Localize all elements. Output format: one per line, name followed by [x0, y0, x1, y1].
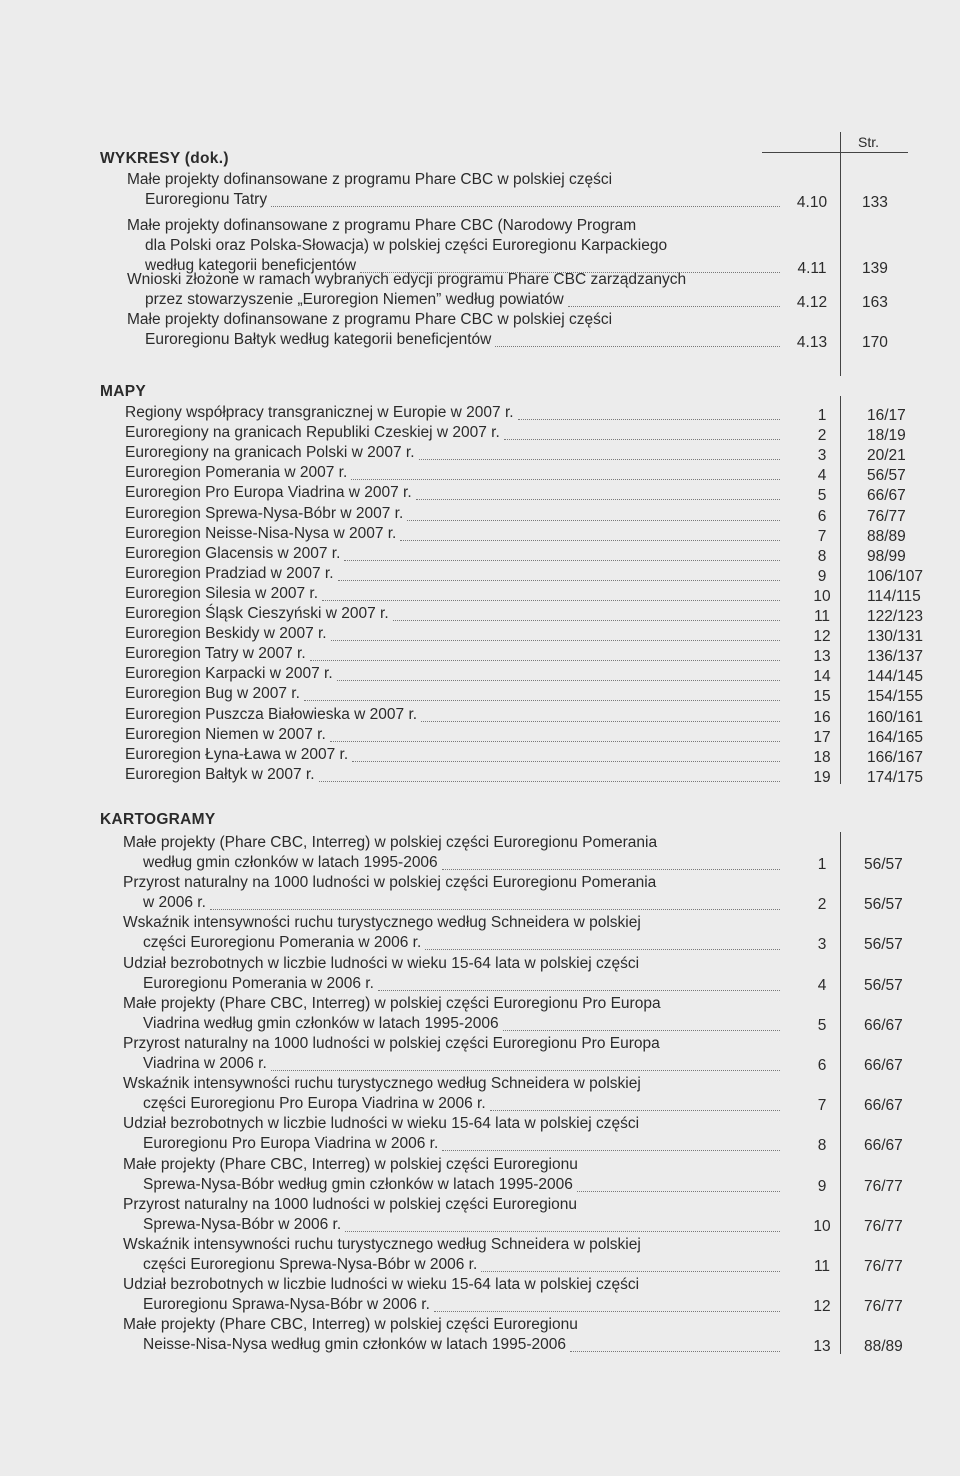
- dot-leader: [421, 720, 780, 722]
- chart-number: 4.11: [797, 260, 827, 277]
- page-number: 76/77: [867, 507, 906, 525]
- cartogram-number: 13: [813, 1338, 831, 1356]
- dot-leader: [416, 498, 780, 500]
- entry-text: Euroregion Tatry w 2007 r.: [125, 645, 306, 663]
- dot-leader: [490, 1109, 780, 1111]
- entry-line-2: Sprewa-Nysa-Bóbr według gmin członków w latach 1995-2006: [143, 1175, 573, 1193]
- dot-leader: [442, 1149, 780, 1151]
- page-number: 76/77: [864, 1217, 903, 1235]
- entry-line-2: Euroregionu Pro Europa Viadrina w 2006 r.: [143, 1135, 439, 1153]
- dot-leader: [304, 699, 780, 701]
- page-number: 136/137: [867, 648, 924, 666]
- entry-text: Euroregion Pradziad w 2007 r.: [125, 564, 334, 582]
- map-number: 12: [813, 628, 831, 646]
- page-number: 106/107: [867, 567, 924, 585]
- page-number: 114/115: [867, 587, 921, 605]
- entry-line-2: Euroregionu Bałtyk według kategorii beneficjentów: [145, 331, 492, 348]
- entry-text: Euroregion Glacensis w 2007 r.: [125, 544, 341, 562]
- dot-leader: [503, 1029, 780, 1031]
- page-number: 164/165: [867, 728, 924, 746]
- dot-leader: [518, 418, 780, 420]
- dot-leader: [330, 740, 780, 742]
- map-number: 9: [817, 567, 827, 585]
- page-number: 76/77: [864, 1177, 903, 1195]
- page-number: 56/57: [864, 936, 903, 954]
- dot-leader: [310, 659, 780, 661]
- entry-text: Euroregiony na granicach Republiki Czeskiej w 2007 r.: [125, 424, 500, 442]
- entry-line-1: Udział bezrobotnych w liczbie ludności w wieku 15-64 lata w polskiej części: [123, 1115, 640, 1133]
- entry-text: Euroregion Łyna-Ława w 2007 r.: [125, 745, 349, 763]
- dot-leader: [271, 205, 780, 207]
- entry-text: Euroregion Pro Europa Viadrina w 2007 r.: [125, 484, 412, 502]
- dot-leader: [338, 579, 780, 581]
- dot-leader: [442, 868, 780, 870]
- page-number: 16/17: [867, 407, 906, 424]
- map-number: 18: [813, 748, 831, 766]
- entry-line-1: Udział bezrobotnych w liczbie ludności w wieku 15-64 lata w polskiej części: [123, 1276, 640, 1294]
- dot-leader: [345, 1230, 780, 1232]
- entry-line-1: Przyrost naturalny na 1000 ludności w polskiej części Euroregionu: [123, 1195, 578, 1213]
- map-number: 5: [817, 487, 827, 505]
- map-number: 11: [813, 608, 831, 625]
- entry-text: Euroregion Beskidy w 2007 r.: [125, 625, 327, 643]
- entry-line-2: według gmin członków w latach 1995-2006: [143, 854, 438, 871]
- dot-leader: [271, 1069, 780, 1071]
- entry-text: Euroregion Puszcza Białowieska w 2007 r.: [125, 705, 418, 723]
- page-number: 139: [862, 260, 888, 277]
- page-number: 122/123: [867, 608, 924, 625]
- entry-line-2: Euroregionu Pomerania w 2006 r.: [143, 974, 374, 992]
- chart-number: 4.12: [796, 294, 828, 311]
- cartogram-number: 3: [817, 936, 827, 954]
- header-divider: [840, 132, 841, 152]
- entry-line-2: części Euroregionu Pomerania w 2006 r.: [143, 934, 422, 952]
- chart-number: 4.13: [796, 334, 828, 351]
- cartogram-number: 10: [813, 1217, 831, 1235]
- entry-line-2: części Euroregionu Sprewa-Nysa-Bóbr w 2006 r.: [143, 1256, 478, 1273]
- dot-leader: [351, 478, 780, 480]
- dot-leader: [495, 345, 780, 347]
- entry-line-1: Wskaźnik intensywności ruchu turystycznego według Schneidera w polskiej: [123, 1236, 641, 1253]
- page-number: 166/167: [867, 748, 924, 766]
- dot-leader: [322, 599, 780, 601]
- dot-leader: [434, 1310, 780, 1312]
- map-number: 15: [813, 688, 831, 706]
- dot-leader: [568, 305, 780, 307]
- mapy-title: MAPY: [100, 383, 146, 400]
- map-number: 8: [817, 547, 827, 565]
- entry-line-1: Wnioski złożone w ramach wybranych edycji programu Phare CBC zarządzanych: [127, 271, 687, 288]
- entry-line-2: Viadrina według gmin członków w latach 1995-2006: [143, 1014, 499, 1032]
- page-number: 66/67: [864, 1057, 903, 1074]
- dot-leader: [210, 908, 780, 910]
- entry-line-2: Neisse-Nisa-Nysa według gmin członków w latach 1995-2006: [143, 1336, 567, 1354]
- page-column-header: [762, 132, 908, 153]
- dot-leader: [378, 989, 780, 991]
- dot-leader: [344, 559, 780, 561]
- entry-line-1: Małe projekty dofinansowane z programu Phare CBC (Narodowy Program: [127, 217, 637, 234]
- page-number: 76/77: [864, 1258, 903, 1275]
- dot-leader: [419, 458, 780, 460]
- page-number: 56/57: [867, 467, 906, 485]
- entry-line-1: Małe projekty (Phare CBC, Interreg) w polskiej części Euroregionu Pomerania: [123, 834, 658, 851]
- cartogram-number: 4: [817, 976, 827, 994]
- dot-leader: [407, 519, 780, 521]
- page-number: 56/57: [864, 896, 903, 914]
- str-label: Str.: [858, 134, 880, 150]
- map-number: 6: [817, 507, 827, 525]
- entry-text: Regiony współpracy transgranicznej w Europie w 2007 r.: [125, 404, 514, 421]
- map-number: 3: [817, 447, 827, 465]
- dot-leader: [570, 1350, 780, 1352]
- page-number: 56/57: [864, 856, 903, 873]
- page-number: 66/67: [864, 1137, 903, 1155]
- entry-line-2: Euroregionu Sprawa-Nysa-Bóbr w 2006 r.: [143, 1296, 430, 1314]
- page-number: 154/155: [867, 688, 924, 706]
- cartogram-number: 6: [817, 1057, 827, 1074]
- page-number: 76/77: [864, 1298, 903, 1316]
- entry-line-1: Udział bezrobotnych w liczbie ludności w wieku 15-64 lata w polskiej części: [123, 954, 640, 972]
- entry-line-2: przez stowarzyszenie „Euroregion Niemen” według powiatów: [145, 291, 564, 308]
- map-number: 10: [813, 587, 831, 605]
- entry-text: Euroregion Bałtyk w 2007 r.: [125, 765, 315, 783]
- entry-text: Euroregion Neisse-Nisa-Nysa w 2007 r.: [125, 524, 397, 542]
- entry-text: Euroregion Niemen w 2007 r.: [125, 725, 326, 743]
- page-number: 163: [862, 294, 888, 311]
- page-number: 98/99: [867, 547, 906, 565]
- wykresy-title: WYKRESY (dok.): [100, 150, 229, 167]
- dot-leader: [337, 679, 780, 681]
- entry-line-2: części Euroregionu Pro Europa Viadrina w 2006 r.: [143, 1095, 486, 1113]
- map-number: 13: [813, 648, 831, 666]
- map-number: 16: [813, 708, 831, 726]
- entry-text: Euroregion Bug w 2007 r.: [125, 685, 300, 703]
- entry-text: Euroregion Sprewa-Nysa-Bóbr w 2007 r.: [125, 504, 404, 522]
- page-number: 88/89: [864, 1338, 903, 1356]
- cartogram-number: 1: [817, 856, 827, 873]
- page-number: 133: [862, 194, 888, 211]
- dot-leader: [577, 1190, 780, 1192]
- page-number: 174/175: [867, 768, 924, 786]
- entry-text: Euroregiony na granicach Polski w 2007 r.: [125, 444, 415, 462]
- cartogram-number: 7: [817, 1097, 827, 1115]
- dot-leader: [400, 539, 780, 541]
- dot-leader: [481, 1270, 780, 1272]
- page-number: 56/57: [864, 976, 903, 994]
- cartogram-number: 11: [813, 1258, 831, 1275]
- page-number: 20/21: [867, 447, 906, 465]
- entry-line-2: Sprewa-Nysa-Bóbr w 2006 r.: [143, 1215, 342, 1233]
- cartogram-number: 12: [813, 1298, 831, 1316]
- entry-line-1: Małe projekty dofinansowane z programu Phare CBC w polskiej części: [127, 311, 613, 328]
- map-number: 19: [813, 768, 831, 786]
- entry-line-1: Małe projekty dofinansowane z programu Phare CBC w polskiej części: [127, 171, 613, 188]
- map-number: 7: [817, 527, 827, 545]
- entry-line-2: Euroregionu Tatry: [145, 191, 268, 208]
- chart-number: 4.10: [796, 194, 828, 211]
- page-number: 130/131: [867, 628, 924, 646]
- cartogram-number: 9: [817, 1177, 827, 1195]
- dot-leader: [352, 760, 780, 762]
- map-number: 14: [813, 668, 831, 686]
- entry-line-1: Wskaźnik intensywności ruchu turystycznego według Schneidera w polskiej: [123, 914, 641, 932]
- page-number: 66/67: [867, 487, 906, 505]
- entry-text: Euroregion Śląsk Cieszyński w 2007 r.: [125, 605, 389, 622]
- entry-text: Euroregion Silesia w 2007 r.: [125, 584, 319, 602]
- map-number: 1: [817, 407, 827, 424]
- entry-line-1: Małe projekty (Phare CBC, Interreg) w polskiej części Euroregionu Pro Europa: [123, 994, 661, 1012]
- dot-leader: [504, 438, 780, 440]
- entry-text: Euroregion Pomerania w 2007 r.: [125, 464, 348, 482]
- entry-line-2: według kategorii beneficjentów: [145, 257, 357, 274]
- map-number: 2: [817, 427, 827, 445]
- page-number: 144/145: [867, 668, 924, 686]
- page-number: 66/67: [864, 1097, 903, 1115]
- entry-text: Euroregion Karpacki w 2007 r.: [125, 665, 333, 683]
- dot-leader: [331, 639, 780, 641]
- map-number: 4: [817, 467, 827, 485]
- entry-line-1: Przyrost naturalny na 1000 ludności w polskiej części Euroregionu Pro Europa: [123, 1035, 660, 1052]
- cartogram-number: 5: [817, 1016, 827, 1034]
- dot-leader: [393, 619, 780, 621]
- dot-leader: [319, 780, 780, 782]
- page-number: 88/89: [867, 527, 906, 545]
- page-number: 66/67: [864, 1016, 903, 1034]
- cartogram-number: 8: [817, 1137, 827, 1155]
- entry-line-2: Viadrina w 2006 r.: [143, 1055, 267, 1072]
- entry-line-1: Małe projekty (Phare CBC, Interreg) w polskiej części Euroregionu: [123, 1316, 578, 1334]
- page-number: 18/19: [867, 427, 906, 445]
- cartogram-number: 2: [817, 896, 827, 914]
- entry-line-2: w 2006 r.: [143, 894, 206, 912]
- page-number: 170: [862, 334, 888, 351]
- page-number: 160/161: [867, 708, 924, 726]
- entry-line-1: Wskaźnik intensywności ruchu turystycznego według Schneidera w polskiej: [123, 1075, 641, 1093]
- entry-line-1: Przyrost naturalny na 1000 ludności w polskiej części Euroregionu Pomerania: [123, 874, 657, 892]
- map-number: 17: [813, 728, 831, 746]
- entry-line-1: Małe projekty (Phare CBC, Interreg) w polskiej części Euroregionu: [123, 1155, 578, 1173]
- kartogramy-title: KARTOGRAMY: [100, 811, 216, 828]
- entry-line-1b: dla Polski oraz Polska-Słowacja) w polskiej części Euroregionu Karpackiego: [145, 237, 668, 254]
- dot-leader: [425, 948, 780, 950]
